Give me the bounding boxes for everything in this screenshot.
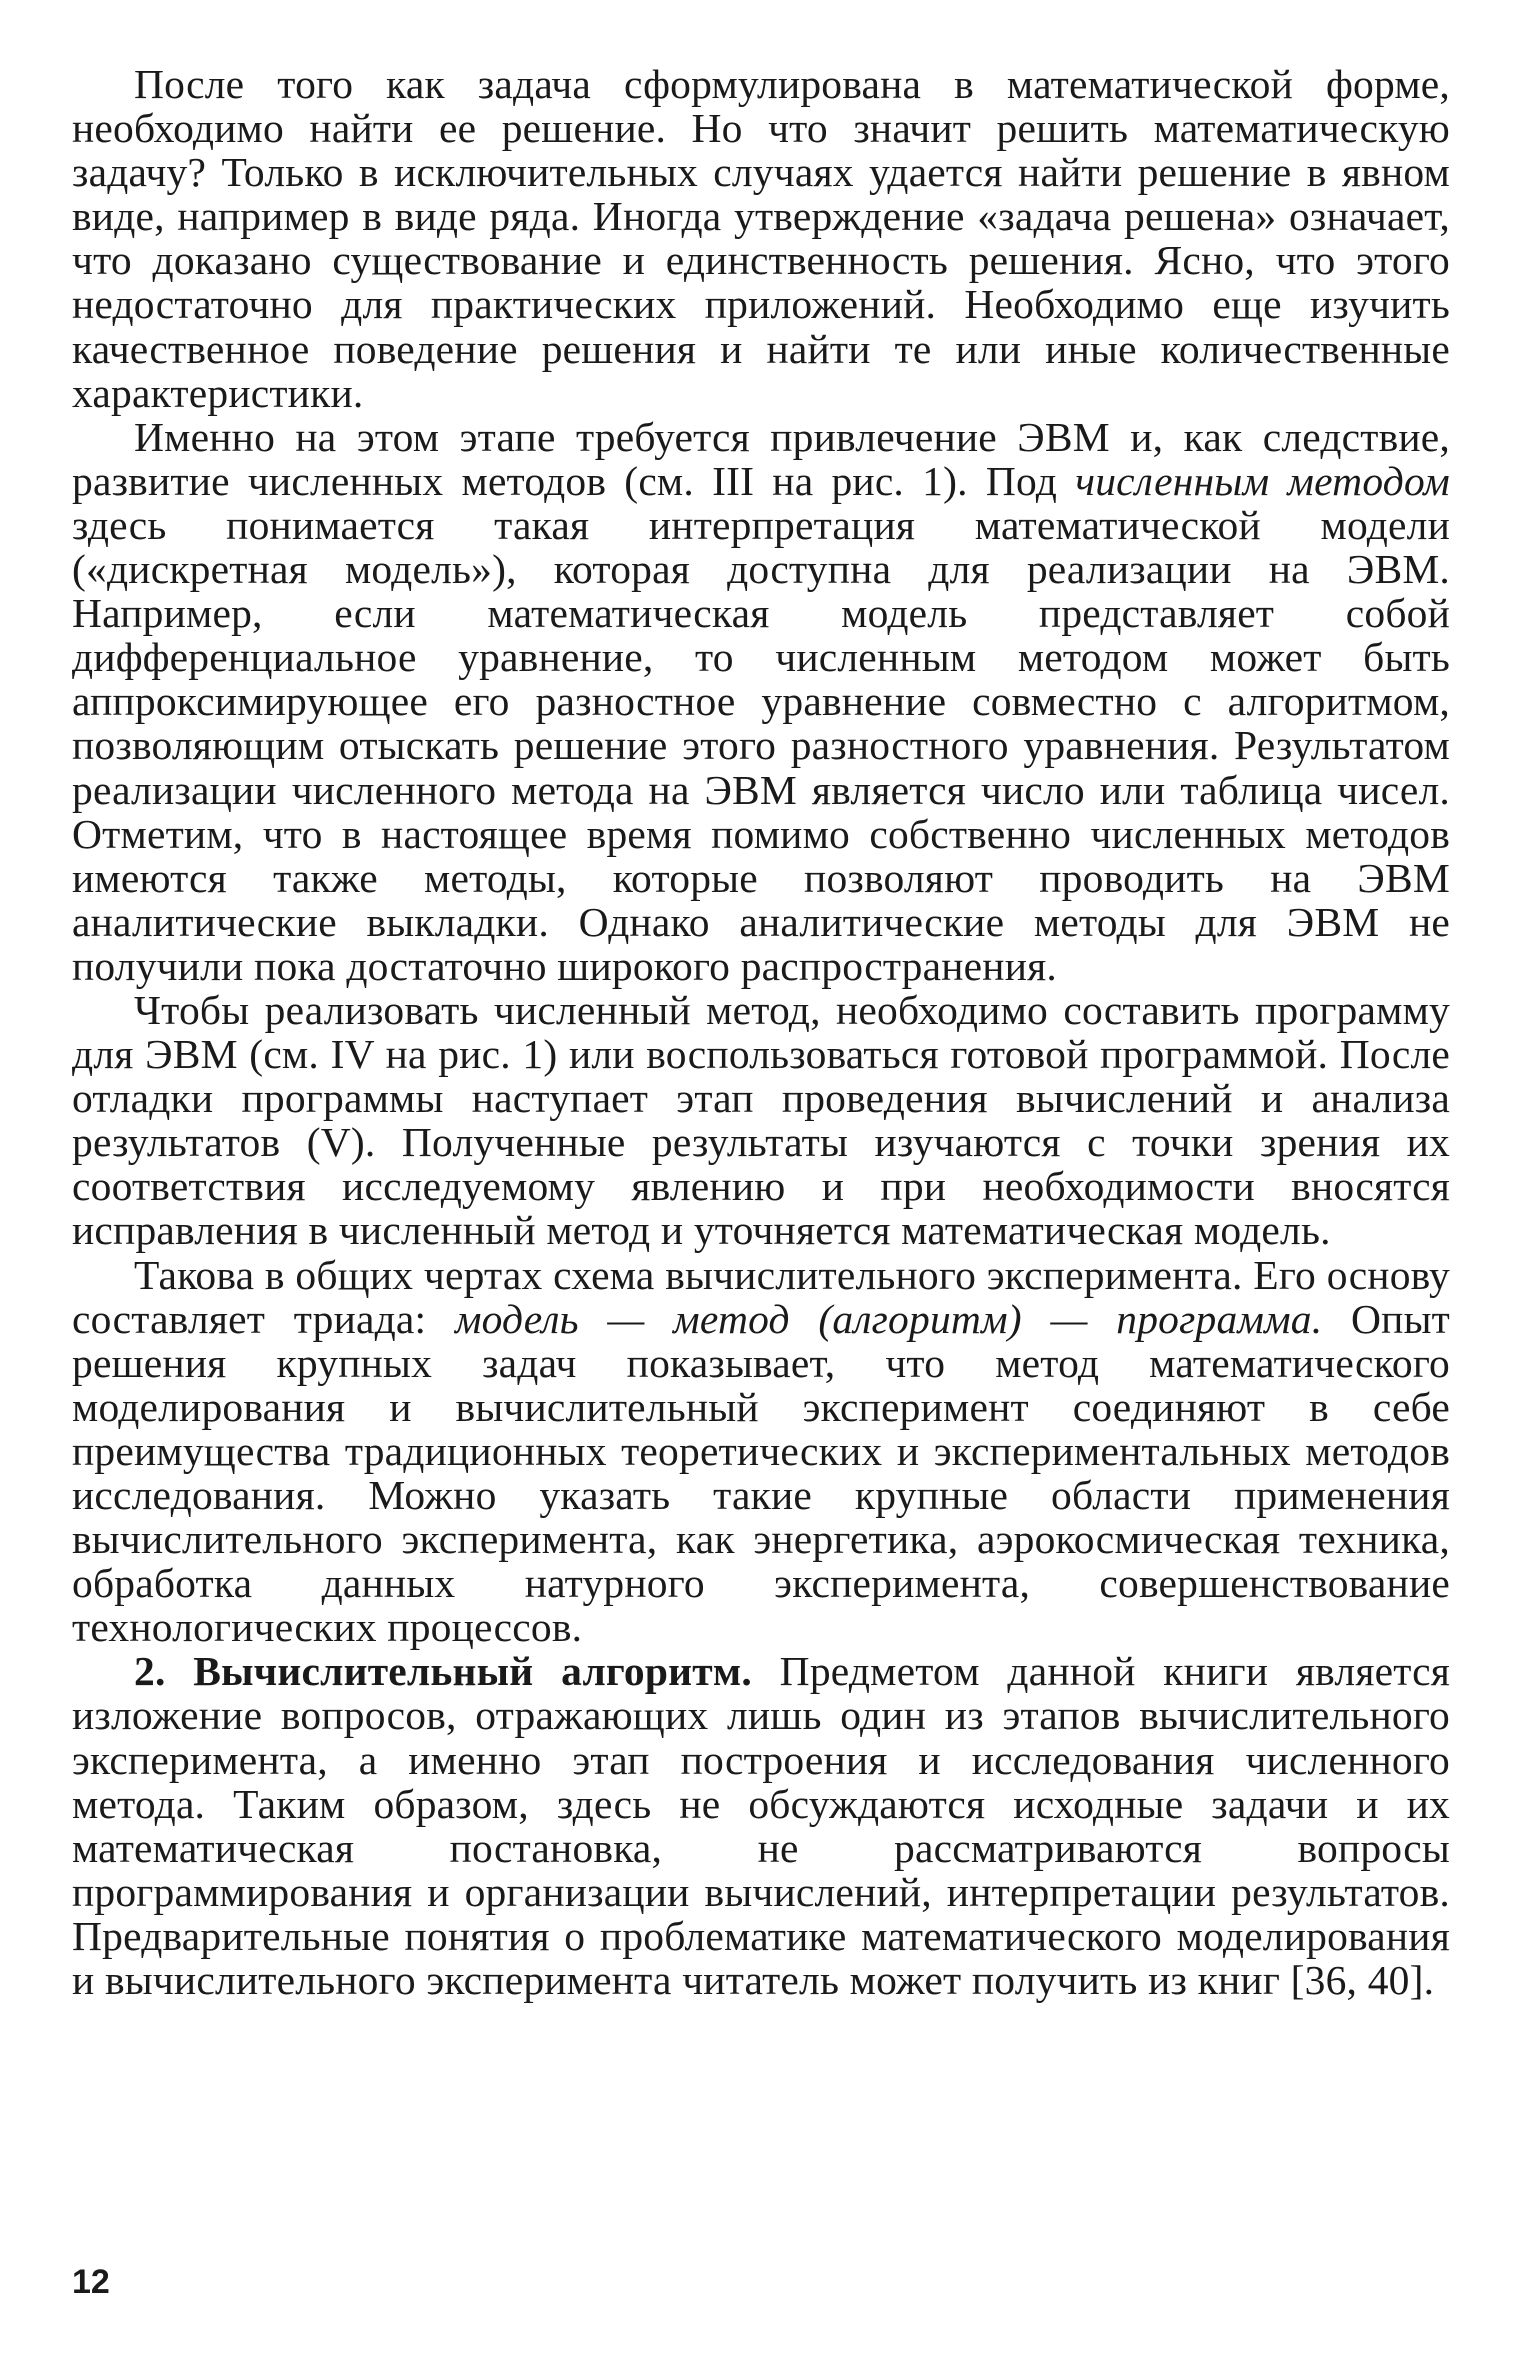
page-text: [72, 62, 1450, 2002]
paragraph-5: [72, 1649, 1450, 2002]
page-number: 12: [72, 2263, 110, 2301]
triad-term: модель — метод (алгоритм) — программа.: [454, 1295, 1323, 1342]
paragraph-4-text-a: Такова в общих чертах схема вычислительного эксперимента. Его основу составляет триада:: [72, 1251, 1450, 1342]
paragraph-1: После того как задача сформулирована в математической форме, необходимо найти ее решение. Но что значит решить математическую задачу? Только в исключительных случаях удается найти решение в явном виде, например в виде ряда. Иногда утверждение «задача решена» означает, что доказано существование и единственность решения. Ясно, что этого недостаточно для практических приложений. Необходимо еще изучить качественное поведение решения и найти те или иные количественные характеристики.: [72, 61, 1450, 416]
paragraph-4: [72, 1253, 1450, 1650]
paragraph-4-text-c: Опыт решения крупных задач показывает, что метод математического моделирования и вычислительный эксперимент соединяют в себе преимущества традиционных теоретических и экспериментальных методов исследования. Можно указать такие крупные области применения вычислительного эксперимента, как энергетика, аэрокосмическая техника, обработка данных натурного эксперимента, совершенствование технологических процессов.: [72, 1295, 1450, 1651]
paragraph-2: [72, 415, 1450, 988]
paragraph-2-text-c: здесь понимается такая интерпретация математической модели («дискретная модель»), которая доступна для реализации на ЭВМ. Например, если математическая модель представляет собой дифференциальное уравнение, то численным методом может быть аппроксимирующее его разностное уравнение совместно с алгоритмом, позволяющим отыскать решение этого разностного уравнения. Результатом реализации численного метода на ЭВМ является число или таблица чисел. Отметим, что в настоящее время помимо собственно численных методов имеются также методы, которые позволяют проводить на ЭВМ аналитические выкладки. Однако аналитические методы для ЭВМ не получили пока достаточно широкого распространения.: [72, 501, 1450, 989]
paragraph-2-text-a: Именно на этом этапе требуется привлечение ЭВМ и, как следствие, развитие численных методов (см. III на рис. 1). Под: [72, 413, 1450, 504]
section-title: 2. Вычислительный алгоритм.: [134, 1648, 752, 1695]
numerical-method-term: численным методом: [1075, 457, 1450, 504]
paragraph-3: Чтобы реализовать численный метод, необходимо составить программу для ЭВМ (см. IV на рис. 1) или воспользоваться готовой программой. После отладки программы наступает этап проведения вычислений и анализа результатов (V). Полученные результаты изучаются с точки зрения их соответствия исследуемому явлению и при необходимости вносятся исправления в численный метод и уточняется математическая модель.: [72, 986, 1450, 1254]
paragraph-5-text: Предметом данной книги является изложение вопросов, отражающих лишь один из этапов вычислительного эксперимента, а именно этап построения и исследования численного метода. Таким образом, здесь не обсуждаются исходные задачи и их математическая постановка, не рассматриваются вопросы программирования и организации вычислений, интерпретации результатов. Предварительные понятия о проблематике математического моделирования и вычислительного эксперимента читатель может получить из книг [36, 40].: [72, 1648, 1450, 2004]
